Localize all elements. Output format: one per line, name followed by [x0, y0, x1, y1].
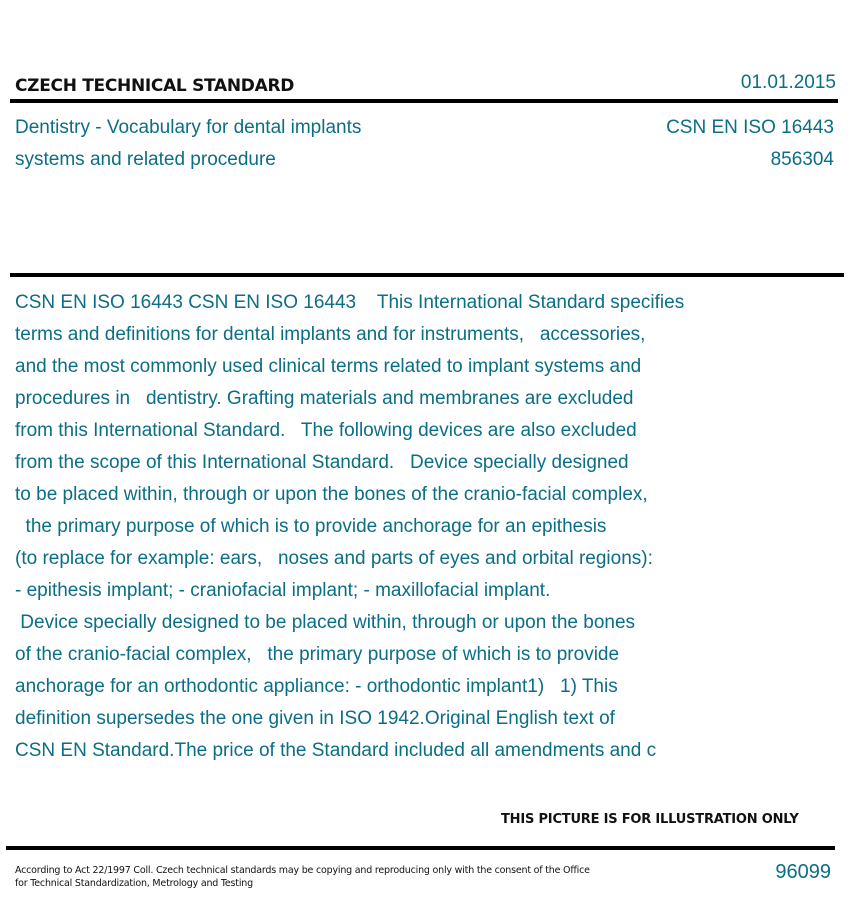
abstract-line: procedures in dentistry. Grafting materials and membranes are excluded	[15, 388, 634, 409]
title-divider	[10, 273, 844, 277]
legal-notice	[15, 864, 590, 890]
issue-date: 01.01.2015	[740, 72, 836, 93]
abstract-line: the primary purpose of which is to provide anchorage for an epithesis	[15, 516, 607, 537]
illustration-disclaimer: THIS PICTURE IS FOR ILLUSTRATION ONLY	[501, 812, 799, 827]
abstract-line: Device specially designed to be placed within, through or upon the bones	[15, 612, 636, 633]
classification-number: 856304	[770, 149, 834, 170]
abstract-line: from this International Standard. The following devices are also excluded	[15, 420, 637, 441]
header-divider	[10, 99, 838, 103]
abstract-line: of the cranio-facial complex, the primary purpose of which is to provide	[15, 644, 620, 665]
document-type-label: CZECH TECHNICAL STANDARD	[15, 76, 295, 96]
standard-title-line-1: Dentistry - Vocabulary for dental implants	[15, 117, 362, 138]
standard-abstract	[15, 287, 815, 767]
standard-title-line-2: systems and related procedure	[15, 149, 276, 170]
abstract-line: to be placed within, through or upon the bones of the cranio-facial complex,	[15, 484, 648, 505]
abstract-line: CSN EN ISO 16443 CSN EN ISO 16443 This International Standard specifies	[15, 292, 685, 313]
document-number: 96099	[775, 861, 831, 883]
abstract-line: - epithesis implant; - craniofacial implant; - maxillofacial implant.	[15, 580, 551, 601]
abstract-line: terms and definitions for dental implants and for instruments, accessories,	[15, 324, 646, 345]
abstract-line: and the most commonly used clinical terms related to implant systems and	[15, 356, 642, 377]
abstract-line: anchorage for an orthodontic appliance: - orthodontic implant1) 1) This	[15, 676, 618, 697]
legal-notice-line-1: According to Act 22/1997 Coll. Czech technical standards may be copying and reproducing only with the consent of the Office	[15, 865, 590, 876]
footer-divider	[6, 846, 835, 850]
abstract-line: CSN EN Standard.The price of the Standard included all amendments and c	[15, 740, 657, 761]
abstract-line: definition supersedes the one given in ISO 1942.Original English text of	[15, 708, 615, 729]
abstract-line: from the scope of this International Standard. Device specially designed	[15, 452, 629, 473]
abstract-line: (to replace for example: ears, noses and parts of eyes and orbital regions):	[15, 548, 653, 569]
legal-notice-line-2: for Technical Standardization, Metrology and Testing	[15, 878, 253, 889]
standard-code: CSN EN ISO 16443	[666, 117, 834, 138]
